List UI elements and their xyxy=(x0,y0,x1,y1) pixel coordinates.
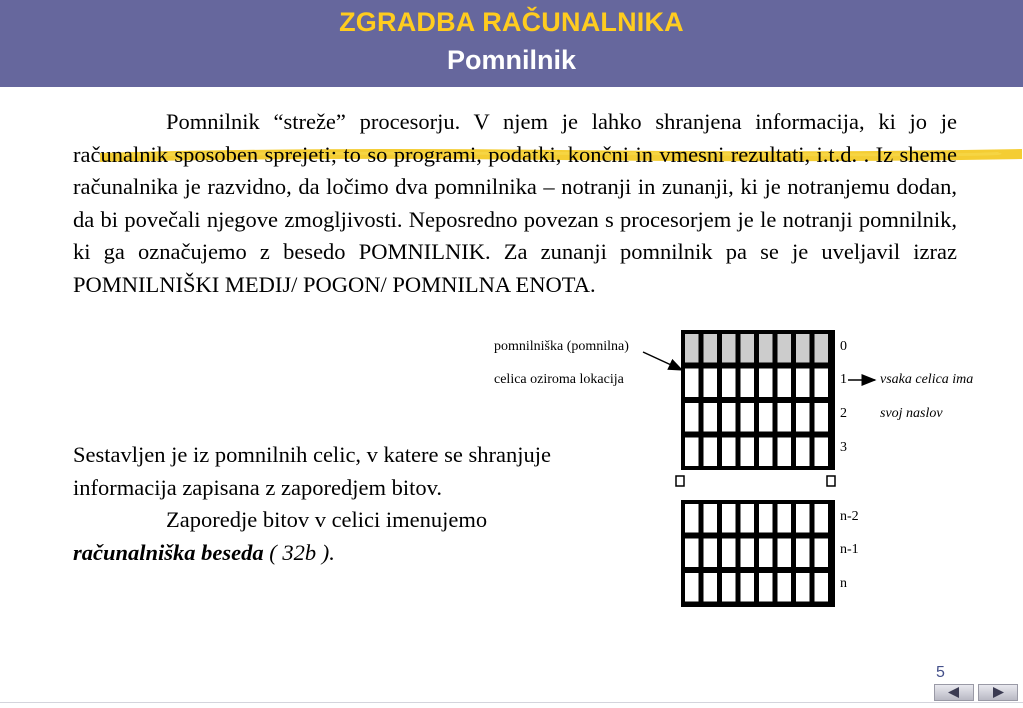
memory-cell xyxy=(704,403,718,432)
address-label: 2 xyxy=(840,406,847,421)
memory-cell xyxy=(741,504,755,533)
memory-cell xyxy=(796,504,810,533)
note-address-line2: svoj naslov xyxy=(880,406,943,421)
next-slide-button[interactable] xyxy=(978,684,1018,701)
memory-cell-shaded xyxy=(722,334,736,363)
memory-cell xyxy=(796,573,810,602)
memory-cell xyxy=(704,438,718,467)
memory-cell xyxy=(722,369,736,398)
memory-cell xyxy=(722,573,736,602)
memory-cell xyxy=(741,573,755,602)
intro-text: Pomnilnik “streže” procesorju. V njem je lahko shranjena informacija, ki jo je računalnik sposoben sprejeti; to so programi, podatki, končni in vmesni rezultati, i.t.d. . Iz sheme računalnika je razvidno, da ločimo dva pomnilnika – notranji in zunanji, ki je notranjemu dodan, da bi povečali njegove zmogljivosti. Neposredno povezan s procesorjem je le notranji pomnilnik, ki ga označujemo z besedo POMNILNIK. Za zunanji pomnilnik pa se je uveljavil izraz POMNILNIŠKI MEDIJ/ POGON/ POMNILNA ENOTA. xyxy=(73,109,957,297)
label-memory-cell: pomnilniška (pomnilna) xyxy=(494,339,629,354)
memory-cell xyxy=(685,438,699,467)
term-suffix: ( 32b ). xyxy=(263,539,335,565)
address-label: n xyxy=(840,576,847,591)
memory-cell-shaded xyxy=(815,334,829,363)
memory-cell xyxy=(815,573,829,602)
address-label: n-2 xyxy=(840,509,859,524)
slide-title: ZGRADBA RAČUNALNIKA xyxy=(339,7,684,37)
memory-cell-shaded xyxy=(778,334,792,363)
memory-cell xyxy=(759,539,773,568)
page-number: 5 xyxy=(936,664,945,681)
memory-cell xyxy=(685,369,699,398)
memory-block-top xyxy=(681,330,835,470)
arrow-to-memory-cell xyxy=(643,352,682,370)
memory-cell-shaded xyxy=(741,334,755,363)
memory-cell xyxy=(722,504,736,533)
previous-slide-button[interactable] xyxy=(934,684,974,701)
memory-cell-shaded xyxy=(685,334,699,363)
memory-cell xyxy=(815,504,829,533)
memory-cell xyxy=(815,438,829,467)
memory-cell xyxy=(778,504,792,533)
memory-cell xyxy=(685,504,699,533)
memory-cell xyxy=(778,573,792,602)
address-label: 3 xyxy=(840,440,847,455)
memory-cell xyxy=(759,403,773,432)
triangle-left-icon xyxy=(935,685,973,700)
memory-cell xyxy=(704,504,718,533)
memory-cell xyxy=(759,369,773,398)
address-label: 0 xyxy=(840,339,847,354)
address-label: n-1 xyxy=(840,542,859,557)
memory-cell xyxy=(741,438,755,467)
memory-cell-shaded xyxy=(704,334,718,363)
cells-text: Sestavljen je iz pomnilnih celic, v katere se shranjuje informacija zapisana z zaporedjem bitov. xyxy=(73,442,551,500)
memory-cell xyxy=(778,403,792,432)
memory-cell xyxy=(759,438,773,467)
memory-cell xyxy=(796,369,810,398)
memory-cell xyxy=(741,369,755,398)
slide-header xyxy=(0,0,1023,87)
memory-cell xyxy=(685,573,699,602)
memory-cell xyxy=(796,403,810,432)
memory-cell xyxy=(796,438,810,467)
memory-cell-shaded xyxy=(759,334,773,363)
memory-cell xyxy=(759,573,773,602)
intro-paragraph xyxy=(73,106,957,301)
memory-cell xyxy=(722,403,736,432)
cells-paragraph xyxy=(73,439,618,569)
memory-cell xyxy=(685,403,699,432)
memory-cell xyxy=(741,403,755,432)
memory-cell xyxy=(815,539,829,568)
address-label: 1 xyxy=(840,372,847,387)
memory-cell xyxy=(741,539,755,568)
triangle-right-icon xyxy=(979,685,1017,700)
memory-block-bottom xyxy=(681,500,835,607)
memory-cell xyxy=(722,438,736,467)
word-definition-text: Zaporedje bitov v celici imenujemo xyxy=(166,507,488,532)
continuation-marks xyxy=(676,476,835,486)
note-address-line1: vsaka celica ima xyxy=(880,372,974,387)
footer-divider xyxy=(0,702,1023,703)
memory-cell xyxy=(759,504,773,533)
memory-cell xyxy=(778,438,792,467)
memory-cell-shaded xyxy=(796,334,810,363)
memory-cell xyxy=(704,539,718,568)
memory-cell xyxy=(815,369,829,398)
memory-cell xyxy=(722,539,736,568)
label-cell-location: celica oziroma lokacija xyxy=(494,372,624,387)
memory-cell xyxy=(778,369,792,398)
memory-cell xyxy=(685,539,699,568)
memory-cell xyxy=(778,539,792,568)
memory-cell xyxy=(704,573,718,602)
memory-cell xyxy=(815,403,829,432)
memory-cell xyxy=(796,539,810,568)
slide-subtitle: Pomnilnik xyxy=(446,45,576,75)
memory-cell xyxy=(704,369,718,398)
term-computer-word: računalniška beseda xyxy=(73,539,264,565)
